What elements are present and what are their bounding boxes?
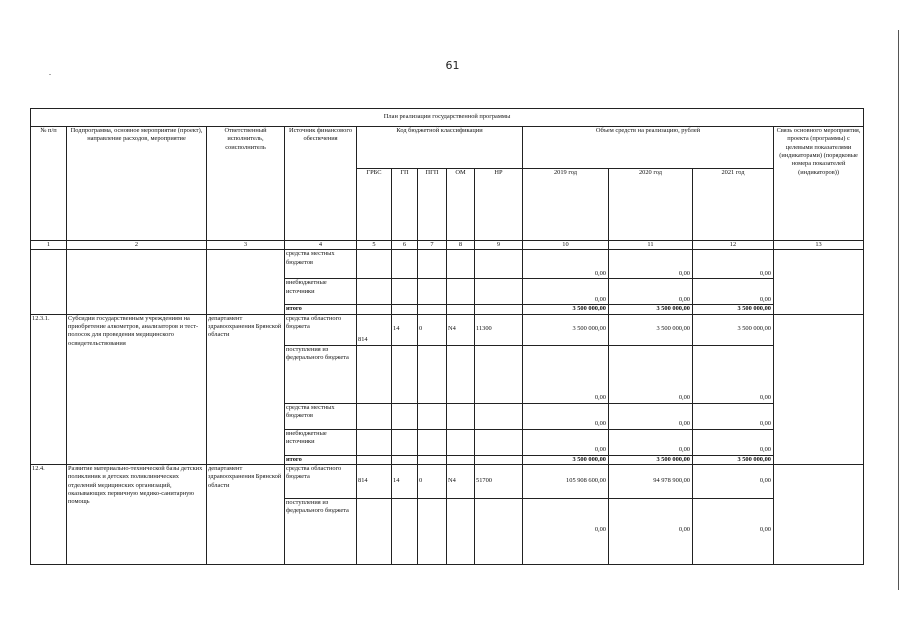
column-number: 13	[774, 241, 864, 250]
table-row	[31, 464, 864, 498]
column-number: 9	[475, 241, 523, 250]
source-cell: поступления из федерального бюджета	[285, 498, 357, 564]
code-np: 51700	[475, 464, 523, 498]
source-cell: поступления из федерального бюджета	[285, 345, 357, 403]
value-2021: 0,00	[693, 429, 774, 455]
column-number: 10	[523, 241, 609, 250]
item-name: Развитие материально-технической базы детских поликлиник и детских поликлинических отделений медицинских организаций, оказывающих первичную медико-санитарную помощь	[67, 464, 207, 564]
header-responsible: Ответственный исполнитель, соисполнитель	[207, 127, 285, 241]
value-2020: 0,00	[609, 498, 693, 564]
value-2020: 0,00	[609, 345, 693, 403]
value-2019: 0,00	[523, 429, 609, 455]
column-number: 8	[447, 241, 475, 250]
table-title: План реализации государственной программы	[31, 109, 864, 127]
value-2019: 0,00	[523, 279, 609, 305]
value-2020: 0,00	[609, 429, 693, 455]
header-grbs: ГРБС	[357, 169, 392, 241]
value-2020: 3 500 000,00	[609, 314, 693, 345]
column-number: 7	[418, 241, 447, 250]
code-grbs: 814	[357, 314, 392, 345]
column-number: 4	[285, 241, 357, 250]
header-2019: 2019 год	[523, 169, 609, 241]
table-title-row	[31, 109, 864, 127]
code-grbs: 814	[357, 464, 392, 498]
value-2021: 3 500 000,00	[693, 314, 774, 345]
code-gp: 14	[392, 314, 418, 345]
header-pgp: ПГП	[418, 169, 447, 241]
scan-speck	[49, 74, 51, 75]
value-2021: 0,00	[693, 279, 774, 305]
code-om: N4	[447, 464, 475, 498]
source-cell: средства местных бюджетов	[285, 250, 357, 279]
source-cell: внебюджетные источники	[285, 429, 357, 455]
cell-empty	[774, 314, 864, 464]
cell-empty	[31, 250, 67, 314]
cell-empty	[207, 250, 285, 314]
column-number: 5	[357, 241, 392, 250]
scan-edge-line	[898, 30, 899, 590]
total-2021: 3 500 000,00	[693, 455, 774, 464]
value-2019: 0,00	[523, 498, 609, 564]
code-pgp: 0	[418, 464, 447, 498]
value-2021: 0,00	[693, 345, 774, 403]
total-2019: 3 500 000,00	[523, 455, 609, 464]
cell-empty	[774, 464, 864, 564]
cell-empty	[67, 250, 207, 314]
total-2021: 3 500 000,00	[693, 305, 774, 314]
value-2019: 3 500 000,00	[523, 314, 609, 345]
header-indicator-link: Связь основного мероприятия, проекта (программы) с целевыми показателями (индикаторами) (порядковые номера показателей (индикаторов))	[774, 127, 864, 241]
code-pgp: 0	[418, 314, 447, 345]
column-number: 2	[67, 241, 207, 250]
value-2020: 0,00	[609, 250, 693, 279]
value-2021: 0,00	[693, 464, 774, 498]
value-2019: 0,00	[523, 403, 609, 429]
page-number: 61	[445, 59, 460, 72]
table-row	[31, 250, 864, 279]
source-cell-total: итого	[285, 305, 357, 314]
value-2021: 0,00	[693, 250, 774, 279]
column-number: 3	[207, 241, 285, 250]
header-np: НР	[475, 169, 523, 241]
column-number: 6	[392, 241, 418, 250]
source-cell: средства областного бюджета	[285, 314, 357, 345]
cell-empty	[774, 250, 864, 314]
value-2020: 94 978 900,00	[609, 464, 693, 498]
header-2021: 2021 год	[693, 169, 774, 241]
header-2020: 2020 год	[609, 169, 693, 241]
header-num: № п/п	[31, 127, 67, 241]
source-cell: средства областного бюджета	[285, 464, 357, 498]
code-gp: 14	[392, 464, 418, 498]
item-responsible: департамент здравоохранения Брянской области	[207, 464, 285, 564]
source-cell: внебюджетные источники	[285, 279, 357, 305]
column-number: 11	[609, 241, 693, 250]
total-2020: 3 500 000,00	[609, 455, 693, 464]
item-responsible: департамент здравоохранения Брянской области	[207, 314, 285, 464]
header-om: ОМ	[447, 169, 475, 241]
header-subprogram: Подпрограмма, основное мероприятие (проект), направление расходов, мероприятие	[67, 127, 207, 241]
code-np: 11300	[475, 314, 523, 345]
item-number: 12.4.	[31, 464, 67, 564]
source-cell: средства местных бюджетов	[285, 403, 357, 429]
item-number: 12.3.1.	[31, 314, 67, 464]
value-2019: 0,00	[523, 250, 609, 279]
header-budget-code: Код бюджетной классификации	[357, 127, 523, 169]
item-name: Субсидии государственным учреждениям на приобретение алкометров, анализаторов и тест-полосок для проведения медицинского освидетельствования	[67, 314, 207, 464]
header-gp: ГП	[392, 169, 418, 241]
column-number: 12	[693, 241, 774, 250]
value-2020: 0,00	[609, 279, 693, 305]
value-2020: 0,00	[609, 403, 693, 429]
implementation-plan-table	[30, 108, 864, 565]
value-2019: 105 908 600,00	[523, 464, 609, 498]
column-number-row	[31, 241, 864, 250]
source-cell-total: итого	[285, 455, 357, 464]
code-om: N4	[447, 314, 475, 345]
total-2019: 3 500 000,00	[523, 305, 609, 314]
value-2021: 0,00	[693, 403, 774, 429]
header-row	[31, 127, 864, 169]
header-source: Источник финансового обеспечения	[285, 127, 357, 241]
table-row	[31, 314, 864, 345]
header-funds: Объем средств на реализацию, рублей	[523, 127, 774, 169]
value-2019: 0,00	[523, 345, 609, 403]
column-number: 1	[31, 241, 67, 250]
value-2021: 0,00	[693, 498, 774, 564]
total-2020: 3 500 000,00	[609, 305, 693, 314]
